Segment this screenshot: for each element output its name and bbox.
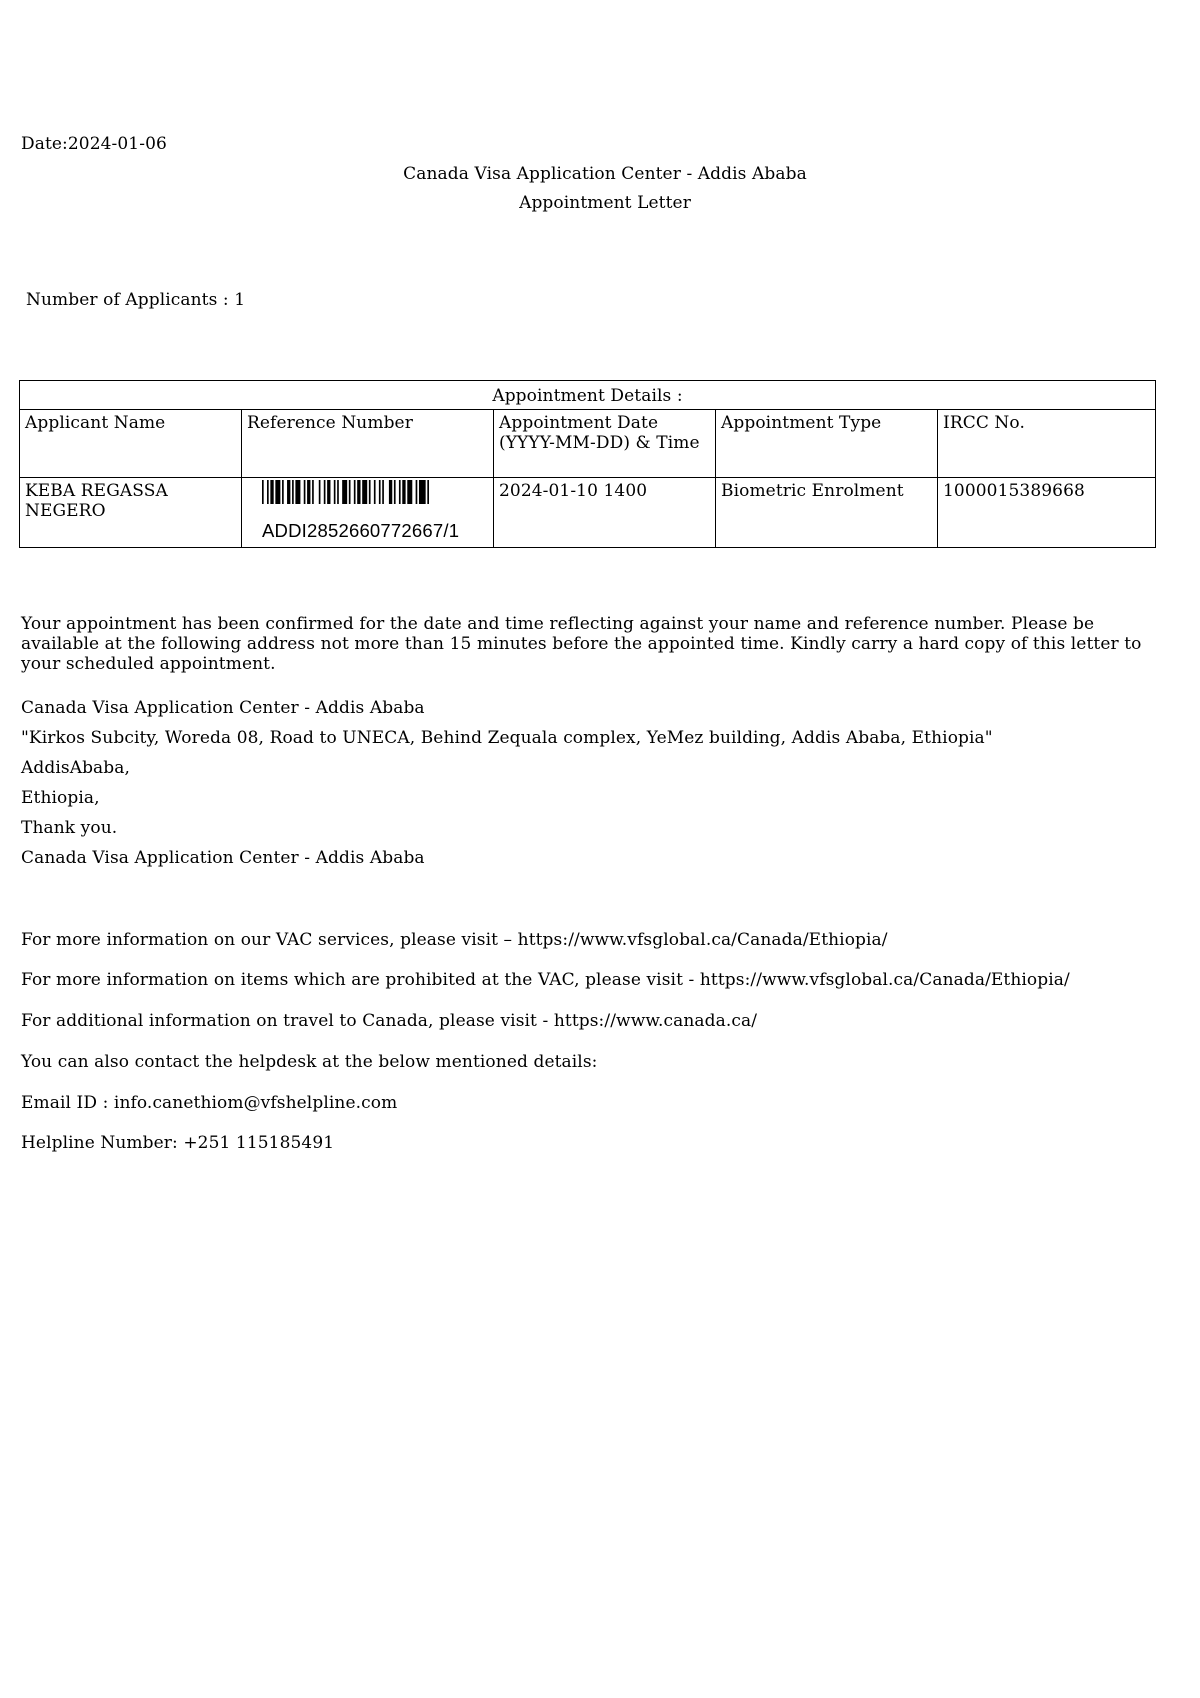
number-of-applicants: Number of Applicants : 1 (26, 290, 246, 310)
table-row (20, 478, 1156, 548)
address-city: AddisAbaba, (21, 758, 131, 778)
helpdesk-email: Email ID : info.canethiom@vfshelpline.com (21, 1093, 398, 1113)
table-caption: Appointment Details : (20, 381, 1156, 410)
reference-number-cell (242, 478, 494, 548)
applicant-name-cell: KEBA REGASSA NEGERO (20, 478, 242, 548)
helpdesk-intro: You can also contact the helpdesk at the below mentioned details: (21, 1052, 598, 1072)
confirmation-paragraph: Your appointment has been confirmed for the date and time reflecting against your name and reference number. Please be available at the following address not more than 15 minutes before the appointed time. Kindly carry a hard copy of this letter to your scheduled appointment. (21, 614, 1142, 674)
address-center-name: Canada Visa Application Center - Addis Ababa (21, 698, 425, 718)
column-header-applicant-name: Applicant Name (20, 410, 242, 478)
letter-date: Date:2024-01-06 (21, 134, 167, 154)
column-header-appointment-type: Appointment Type (716, 410, 938, 478)
reference-number-text: ADDI2852660772667/1 (262, 520, 460, 541)
appointment-type-cell: Biometric Enrolment (716, 478, 938, 548)
column-header-reference-number: Reference Number (242, 410, 494, 478)
center-name-heading: Canada Visa Application Center - Addis Ababa (403, 164, 807, 184)
barcode-image (262, 480, 434, 504)
address-street: "Kirkos Subcity, Woreda 08, Road to UNECA, Behind Zequala complex, YeMez building, Addis Ababa, Ethiopia" (21, 728, 993, 748)
appointment-datetime-cell: 2024-01-10 1400 (494, 478, 716, 548)
letter-title: Appointment Letter (519, 193, 691, 213)
appointment-details-table (19, 380, 1156, 548)
thank-you-text: Thank you. (21, 818, 118, 838)
prohibited-items-info: For more information on items which are prohibited at the VAC, please visit - https://www.vfsglobal.ca/Canada/Ethiopia/ (21, 970, 1070, 990)
vac-services-info: For more information on our VAC services, please visit – https://www.vfsglobal.ca/Canada/Ethiopia/ (21, 930, 888, 950)
column-header-ircc-no: IRCC No. (938, 410, 1156, 478)
column-header-appointment-date: Appointment Date (YYYY-MM-DD) & Time (494, 410, 716, 478)
table-header-row (20, 410, 1156, 478)
ircc-number-cell: 1000015389668 (938, 478, 1156, 548)
signature-text: Canada Visa Application Center - Addis Ababa (21, 848, 425, 868)
helpdesk-phone: Helpline Number: +251 115185491 (21, 1133, 335, 1153)
address-country: Ethiopia, (21, 788, 100, 808)
travel-info: For additional information on travel to Canada, please visit - https://www.canada.ca/ (21, 1011, 758, 1031)
